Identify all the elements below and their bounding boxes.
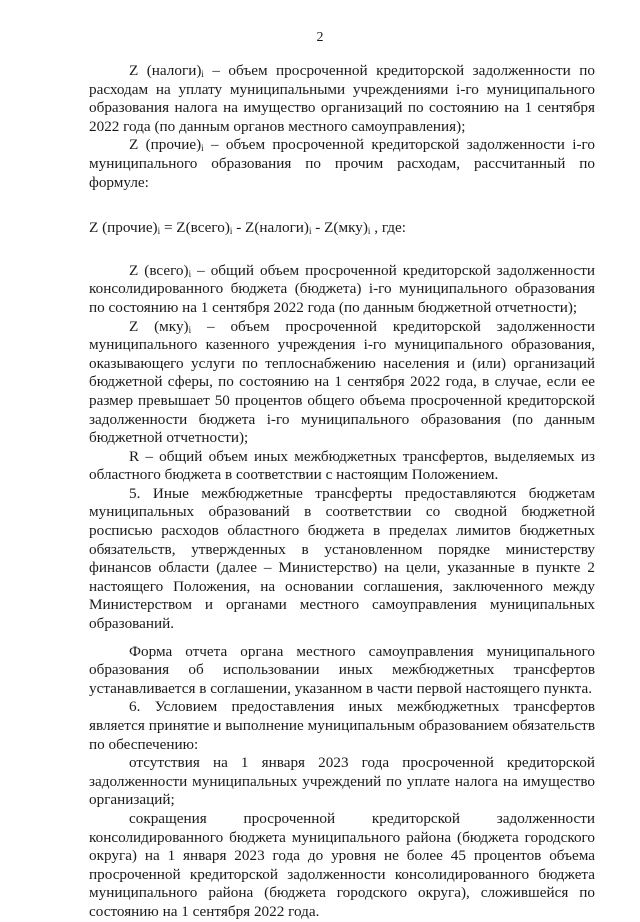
paragraph-report-form: Форма отчета органа местного самоуправления муниципального образования об использовании иных межбюджетных трансфертов устанавливается в соглашении, указанном в части первой настоящего пункта. — [89, 642, 595, 697]
definition-z-prochie: Z $(прочие)_i$ – объем просроченной кредиторской задолженности i-го муниципального образования по прочим расходам, рассчитанный по формуле: — [89, 136, 595, 191]
definition-z-nalogi: Z $(налоги)_i$ – объем просроченной кредиторской задолженности по расходам на уплату муниципальными учреждениями i-го муниципального образования налога на имущество организаций по состоянию на 1 сентября 2022 года (по данным органов местного самоуправления); — [89, 62, 595, 135]
definition-z-vsego: Z $(всего)_i$ – общий объем просроченной кредиторской задолженности консолидированного бюджета (бюджета) i-го муниципального образования по состоянию на 1 сентября 2022 года (по данным бюджетной отчетности); — [89, 261, 595, 316]
formula: Z $(прочие)_i$ = $Z(всего)_i$ - $Z(налоги)_i - Z(мку)_i$ , где: — [89, 219, 406, 237]
definition-z-mku: Z $(мку)_i$ – объем просроченной кредиторской задолженности муниципального казенного учреждения i-го муниципального образования, оказывающего услуги по теплоснабжению населения и (или) организаций бюджетной сферы, по состоянию на 1 сентября 2022 года, в случае, если ее размер превышает 50 процентов общего объема просроченной кредиторской задолженности бюджета i-го муниципального образования (по данным бюджетной отчетности); — [89, 317, 595, 447]
paragraph-6: 6. Условием предоставления иных межбюджетных трансфертов является принятие и выполнение муниципальным образованием обязательств по обеспечению: — [89, 698, 595, 753]
definition-r: R – общий объем иных межбюджетных трансфертов, выделяемых из областного бюджета в соответствии с настоящим Положением. — [89, 447, 595, 484]
paragraph-5: 5. Иные межбюджетные трансферты предоставляются бюджетам муниципальных образований в соответствии со сводной бюджетной росписью расходов областного бюджета в пределах лимитов бюджетных обязательств, утвержденных в установленном порядке министерству финансов области (далее – Министерство) на цели, указанные в пункте 2 настоящего Положения, на основании соглашения, заключенного между Министерством и органами местного самоуправления муниципальных образований. — [89, 484, 595, 633]
page-number: 2 — [316, 30, 324, 45]
condition-no-arrears: отсутствия на 1 января 2023 года просроченной кредиторской задолженности муниципальных учреждений по уплате налога на имущество организаций; — [89, 754, 595, 809]
document-body — [89, 62, 595, 922]
condition-reduction: сокращения просроченной кредиторской задолженности консолидированного бюджета муниципального района (бюджета городского округа) на 1 января 2023 года до уровня не более 45 процентов объема просроченной кредиторской задолженности консолидированного бюджета муниципального района (бюджета городского округа), сложившейся по состоянию на 1 сентября 2022 года. — [89, 809, 595, 920]
